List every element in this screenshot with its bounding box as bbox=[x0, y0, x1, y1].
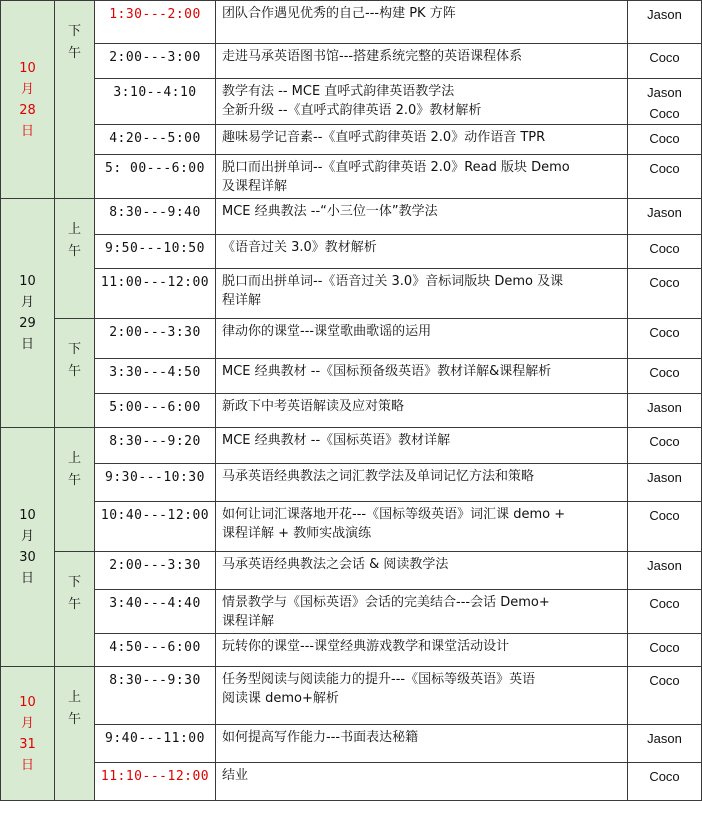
time-cell: 11:00---12:00 bbox=[95, 269, 216, 319]
table-row bbox=[1, 269, 702, 319]
date-char: 10 bbox=[19, 694, 36, 710]
topic-line: 任务型阅读与阅读能力的提升---《国标等级英语》英语 bbox=[222, 672, 536, 687]
topic-line: 马承英语经典教法之会话 & 阅读教学法 bbox=[222, 557, 449, 572]
speaker-cell bbox=[628, 763, 702, 801]
speaker-name: Coco bbox=[649, 241, 680, 256]
table-row bbox=[1, 125, 702, 155]
date-char: 31 bbox=[19, 736, 36, 752]
period-cell bbox=[55, 199, 95, 319]
speaker-cell bbox=[628, 428, 702, 464]
topic-cell bbox=[216, 725, 628, 763]
speaker-name: Jason bbox=[647, 731, 682, 746]
topic-cell bbox=[216, 502, 628, 552]
date-char: 月 bbox=[20, 715, 34, 731]
topic-line: MCE 经典教材 --《国标预备级英语》教材详解&课程解析 bbox=[222, 364, 552, 379]
time-cell: 5:00---6:00 bbox=[95, 394, 216, 428]
topic-cell bbox=[216, 464, 628, 502]
speaker-cell bbox=[628, 667, 702, 725]
topic-line: 脱口而出拼单词--《语音过关 3.0》音标词版块 Demo 及课 bbox=[222, 274, 564, 289]
topic-line: 如何让词汇课落地开花---《国标等级英语》词汇课 demo + bbox=[222, 507, 566, 522]
topic-line: 及课程详解 bbox=[222, 179, 288, 194]
table-row bbox=[1, 428, 702, 464]
topic-cell bbox=[216, 552, 628, 590]
speaker-name: Coco bbox=[649, 769, 680, 784]
time-cell: 11:10---12:00 bbox=[95, 763, 216, 801]
time-cell: 9:50---10:50 bbox=[95, 235, 216, 269]
speaker-name: Coco bbox=[649, 50, 680, 65]
topic-cell bbox=[216, 319, 628, 359]
speaker-name: Coco bbox=[649, 365, 680, 380]
speaker-cell bbox=[628, 359, 702, 394]
speaker-cell bbox=[628, 394, 702, 428]
speaker-name: Jason bbox=[647, 7, 682, 22]
speaker-cell bbox=[628, 552, 702, 590]
speaker-name: Coco bbox=[649, 508, 680, 523]
speaker-cell bbox=[628, 1, 702, 44]
table-row bbox=[1, 725, 702, 763]
date-char: 30 bbox=[19, 550, 36, 565]
period-char: 上 bbox=[67, 222, 81, 237]
table-row bbox=[1, 464, 702, 502]
time-cell: 10:40---12:00 bbox=[95, 502, 216, 552]
speaker-name: Coco bbox=[649, 640, 680, 655]
period-cell bbox=[55, 667, 95, 801]
table-row bbox=[1, 359, 702, 394]
topic-cell bbox=[216, 125, 628, 155]
time-cell: 8:30---9:20 bbox=[95, 428, 216, 464]
topic-cell bbox=[216, 1, 628, 44]
table-row bbox=[1, 1, 702, 44]
period-cell bbox=[55, 1, 95, 199]
date-cell bbox=[1, 1, 55, 199]
speaker-cell bbox=[628, 319, 702, 359]
table-row bbox=[1, 155, 702, 199]
time-cell: 2:00---3:30 bbox=[95, 319, 216, 359]
date-char: 29 bbox=[19, 316, 36, 331]
speaker-cell bbox=[628, 269, 702, 319]
topic-line: 新政下中考英语解读及应对策略 bbox=[222, 399, 405, 414]
speaker-name: Jason bbox=[647, 558, 682, 573]
date-char: 10 bbox=[19, 508, 36, 523]
time-cell: 8:30---9:40 bbox=[95, 199, 216, 235]
date-cell bbox=[1, 428, 55, 667]
speaker-cell bbox=[628, 502, 702, 552]
speaker-name: Coco bbox=[649, 434, 680, 449]
date-char: 日 bbox=[20, 757, 34, 773]
topic-line: 结业 bbox=[222, 768, 249, 783]
speaker-cell bbox=[628, 634, 702, 667]
table-row bbox=[1, 44, 702, 79]
date-char: 28 bbox=[19, 102, 36, 118]
date-char: 10 bbox=[19, 60, 36, 76]
table-row bbox=[1, 394, 702, 428]
date-cell bbox=[1, 667, 55, 801]
topic-line: 教学有法 -- MCE 直呼式韵律英语教学法 bbox=[222, 84, 455, 99]
period-char: 午 bbox=[67, 597, 81, 612]
date-char: 月 bbox=[20, 81, 34, 97]
time-cell: 1:30---2:00 bbox=[95, 1, 216, 44]
time-cell: 3:10--4:10 bbox=[95, 79, 216, 125]
topic-cell bbox=[216, 79, 628, 125]
table-row bbox=[1, 319, 702, 359]
topic-line: 马承英语经典教法之词汇教学法及单词记忆方法和策略 bbox=[222, 469, 535, 484]
time-cell: 3:30---4:50 bbox=[95, 359, 216, 394]
time-cell: 2:00---3:00 bbox=[95, 44, 216, 79]
table-row bbox=[1, 634, 702, 667]
speaker-name: Jason bbox=[647, 400, 682, 415]
topic-cell bbox=[216, 590, 628, 634]
time-cell: 3:40---4:40 bbox=[95, 590, 216, 634]
date-char: 10 bbox=[19, 274, 36, 289]
topic-line: 课程详解 bbox=[222, 614, 275, 629]
topic-line: 脱口而出拼单词--《直呼式韵律英语 2.0》Read 版块 Demo bbox=[222, 160, 570, 175]
topic-line: MCE 经典教材 --《国标英语》教材详解 bbox=[222, 433, 451, 448]
speaker-cell bbox=[628, 235, 702, 269]
table-row bbox=[1, 502, 702, 552]
topic-line: 趣味易学记音素--《直呼式韵律英语 2.0》动作语音 TPR bbox=[222, 130, 546, 145]
speaker-cell bbox=[628, 155, 702, 199]
speaker-name: Coco bbox=[649, 131, 680, 146]
topic-line: 玩转你的课堂---课堂经典游戏教学和课堂活动设计 bbox=[222, 639, 510, 654]
topic-cell bbox=[216, 394, 628, 428]
topic-cell bbox=[216, 235, 628, 269]
topic-cell bbox=[216, 44, 628, 79]
time-cell: 8:30---9:30 bbox=[95, 667, 216, 725]
speaker-name: Coco bbox=[649, 161, 680, 176]
time-cell: 5: 00---6:00 bbox=[95, 155, 216, 199]
topic-line: 律动你的课堂---课堂歌曲歌谣的运用 bbox=[222, 324, 432, 339]
table-row bbox=[1, 199, 702, 235]
topic-line: 程详解 bbox=[222, 293, 262, 308]
period-cell bbox=[55, 552, 95, 667]
speaker-cell bbox=[628, 725, 702, 763]
speaker-name: Coco bbox=[649, 275, 680, 290]
date-char: 日 bbox=[20, 571, 34, 586]
time-cell: 9:30---10:30 bbox=[95, 464, 216, 502]
topic-cell bbox=[216, 359, 628, 394]
period-char: 午 bbox=[67, 712, 81, 727]
period-char: 午 bbox=[67, 473, 81, 488]
date-char: 日 bbox=[20, 337, 34, 352]
table-row bbox=[1, 235, 702, 269]
period-cell bbox=[55, 319, 95, 428]
topic-line: 全新升级 --《直呼式韵律英语 2.0》教材解析 bbox=[222, 103, 482, 118]
topic-line: 如何提高写作能力---书面表达秘籍 bbox=[222, 730, 419, 745]
period-char: 上 bbox=[67, 690, 81, 705]
date-char: 月 bbox=[20, 529, 34, 544]
time-cell: 4:20---5:00 bbox=[95, 125, 216, 155]
topic-cell bbox=[216, 763, 628, 801]
topic-cell bbox=[216, 667, 628, 725]
topic-cell bbox=[216, 199, 628, 235]
period-char: 下 bbox=[67, 24, 81, 39]
table-row bbox=[1, 667, 702, 725]
speaker-cell bbox=[628, 44, 702, 79]
speaker-cell bbox=[628, 79, 702, 125]
speaker-cell bbox=[628, 590, 702, 634]
topic-line: 《语音过关 3.0》教材解析 bbox=[222, 240, 377, 255]
schedule-body bbox=[1, 1, 702, 801]
period-cell bbox=[55, 428, 95, 552]
time-cell: 4:50---6:00 bbox=[95, 634, 216, 667]
topic-line: 团队合作遇见优秀的自己---构建 PK 方阵 bbox=[222, 6, 456, 21]
speaker-cell bbox=[628, 464, 702, 502]
topic-cell bbox=[216, 634, 628, 667]
period-char: 下 bbox=[67, 575, 81, 590]
period-char: 上 bbox=[67, 451, 81, 466]
period-char: 午 bbox=[67, 244, 81, 259]
speaker-cell bbox=[628, 125, 702, 155]
speaker-name: Jason bbox=[647, 470, 682, 485]
table-row bbox=[1, 79, 702, 125]
date-cell bbox=[1, 199, 55, 428]
topic-cell bbox=[216, 269, 628, 319]
speaker-name: Jason bbox=[647, 205, 682, 220]
table-row bbox=[1, 763, 702, 801]
time-cell: 9:40---11:00 bbox=[95, 725, 216, 763]
speaker-name: Coco bbox=[649, 325, 680, 340]
speaker-name: Coco bbox=[649, 106, 680, 121]
speaker-name: Coco bbox=[649, 596, 680, 611]
period-char: 午 bbox=[67, 364, 81, 379]
topic-line: 走进马承英语图书馆---搭建系统完整的英语课程体系 bbox=[222, 49, 523, 64]
speaker-name: Coco bbox=[649, 673, 680, 688]
date-char: 日 bbox=[20, 123, 34, 139]
time-cell: 2:00---3:30 bbox=[95, 552, 216, 590]
speaker-name: Jason bbox=[647, 85, 682, 100]
speaker-cell bbox=[628, 199, 702, 235]
topic-line: MCE 经典教法 --“小三位一体”教学法 bbox=[222, 204, 438, 219]
table-row bbox=[1, 552, 702, 590]
period-char: 午 bbox=[67, 46, 81, 61]
topic-line: 课程详解 + 教师实战演练 bbox=[222, 526, 372, 541]
date-char: 月 bbox=[20, 295, 34, 310]
topic-line: 情景教学与《国标英语》会话的完美结合---会话 Demo+ bbox=[222, 595, 550, 610]
topic-cell bbox=[216, 155, 628, 199]
topic-cell bbox=[216, 428, 628, 464]
period-char: 下 bbox=[67, 342, 81, 357]
table-row bbox=[1, 590, 702, 634]
topic-line: 阅读课 demo+解析 bbox=[222, 691, 339, 706]
